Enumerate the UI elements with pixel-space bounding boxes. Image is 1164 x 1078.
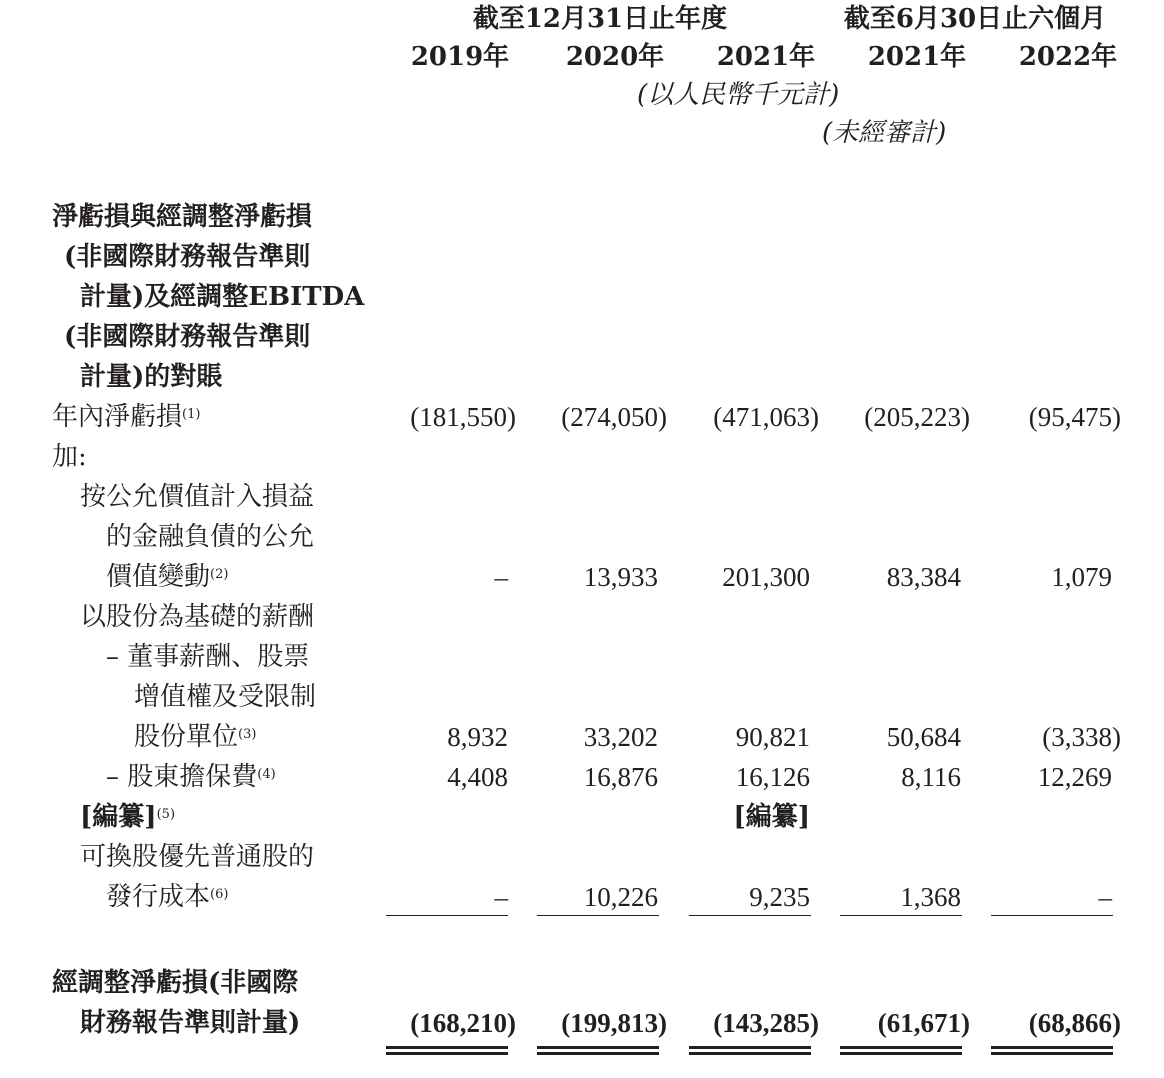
fv-change-label-line-2: 的金融負債的公允 (106, 522, 315, 552)
net-loss-label: 年內淨虧損$^{(1)}$ (52, 402, 201, 432)
fv-change-2021-h1: 83,384 (886, 562, 961, 592)
adjusted-net-loss-2022-h1: (68,866) (1028, 1008, 1121, 1038)
header-year-2021: 2021年 (716, 42, 816, 72)
issuance-cost-2019: – (494, 882, 508, 912)
header-group-full-year: 截至12月31日止年度 (472, 4, 728, 34)
issuance-cost-2021: 9,235 (749, 882, 810, 912)
fv-change-2022-h1: 1,079 (1051, 562, 1112, 592)
director-comp-2021: 90,821 (735, 722, 810, 752)
total-double-rule-2019 (386, 1046, 508, 1055)
adjusted-net-loss-2019: (168,210) (410, 1008, 516, 1038)
unit-note: (以人民幣千元計) (637, 80, 840, 110)
issuance-cost-2022-h1: – (1098, 882, 1112, 912)
director-comp-label-line-1: – 董事薪酬、股票 (106, 642, 310, 672)
director-comp-label-line-2: 增值權及受限制 (134, 682, 317, 712)
director-comp-2022-h1: (3,338) (1042, 722, 1121, 752)
net-loss-2020: (274,050) (561, 402, 667, 432)
adjusted-net-loss-label-line-2: 財務報告準則計量) (80, 1008, 301, 1038)
director-comp-2021-h1: 50,684 (886, 722, 961, 752)
guarantee-fee-2021-h1: 8,116 (901, 762, 961, 792)
total-double-rule-2021 (689, 1046, 811, 1055)
issuance-cost-2020: 10,226 (583, 882, 658, 912)
section-title-line-5: 計量)的對賬 (80, 362, 223, 392)
guarantee-fee-2020: 16,876 (583, 762, 658, 792)
section-title-line-3: 計量)及經調整EBITDA (80, 282, 365, 312)
subtotal-rule-2019 (386, 915, 508, 916)
director-comp-label-line-3: 股份單位$^{(3)}$ (134, 722, 257, 752)
header-year-2020: 2020年 (565, 42, 665, 72)
total-double-rule-2022-h1 (991, 1046, 1113, 1055)
unaudited-note: (未經審計) (822, 118, 947, 148)
header-year-2021-h1: 2021年 (867, 42, 967, 72)
fv-change-2020: 13,933 (583, 562, 658, 592)
fv-change-2019: – (494, 562, 508, 592)
issuance-cost-label-line-2: 發行成本$^{(6)}$ (106, 882, 229, 912)
guarantee-fee-2022-h1: 12,269 (1037, 762, 1112, 792)
net-loss-2021: (471,063) (713, 402, 819, 432)
header-year-2022-h1: 2022年 (1018, 42, 1118, 72)
adjusted-net-loss-label-line-1: 經調整淨虧損(非國際 (52, 968, 299, 998)
guarantee-fee-label: – 股東擔保費$^{(4)}$ (106, 762, 276, 792)
header-year-2019: 2019年 (410, 42, 510, 72)
section-title-line-1: 淨虧損與經調整淨虧損 (52, 202, 313, 232)
adjusted-net-loss-2020: (199,813) (561, 1008, 667, 1038)
add-label: 加: (52, 442, 87, 472)
redacted-label: [編纂]$^{(5)}$ (80, 802, 176, 832)
section-title-line-2: (非國際財務報告準則 (64, 242, 311, 272)
total-double-rule-2021-h1 (840, 1046, 962, 1055)
net-loss-2019: (181,550) (410, 402, 516, 432)
fv-change-label-line-3: 價值變動$^{(2)}$ (106, 562, 229, 592)
director-comp-2020: 33,202 (583, 722, 658, 752)
subtotal-rule-2021-h1 (840, 915, 962, 916)
guarantee-fee-2021: 16,126 (735, 762, 810, 792)
fv-change-2021: 201,300 (722, 562, 810, 592)
net-loss-2021-h1: (205,223) (864, 402, 970, 432)
fv-change-label-line-1: 按公允價值計入損益 (80, 482, 315, 512)
issuance-cost-label-line-1: 可換股優先普通股的 (80, 842, 315, 872)
redacted-2021: [編纂] (733, 802, 810, 832)
total-double-rule-2020 (537, 1046, 659, 1055)
subtotal-rule-2020 (537, 915, 659, 916)
guarantee-fee-2019: 4,408 (447, 762, 508, 792)
adjusted-net-loss-2021: (143,285) (713, 1008, 819, 1038)
subtotal-rule-2022-h1 (991, 915, 1113, 916)
section-title-line-4: (非國際財務報告準則 (64, 322, 311, 352)
subtotal-rule-2021 (689, 915, 811, 916)
share-comp-label: 以股份為基礎的薪酬 (80, 602, 315, 632)
net-loss-2022-h1: (95,475) (1028, 402, 1121, 432)
header-group-half-year: 截至6月30日止六個月 (843, 4, 1107, 34)
issuance-cost-2021-h1: 1,368 (900, 882, 961, 912)
adjusted-net-loss-2021-h1: (61,671) (877, 1008, 970, 1038)
director-comp-2019: 8,932 (447, 722, 508, 752)
